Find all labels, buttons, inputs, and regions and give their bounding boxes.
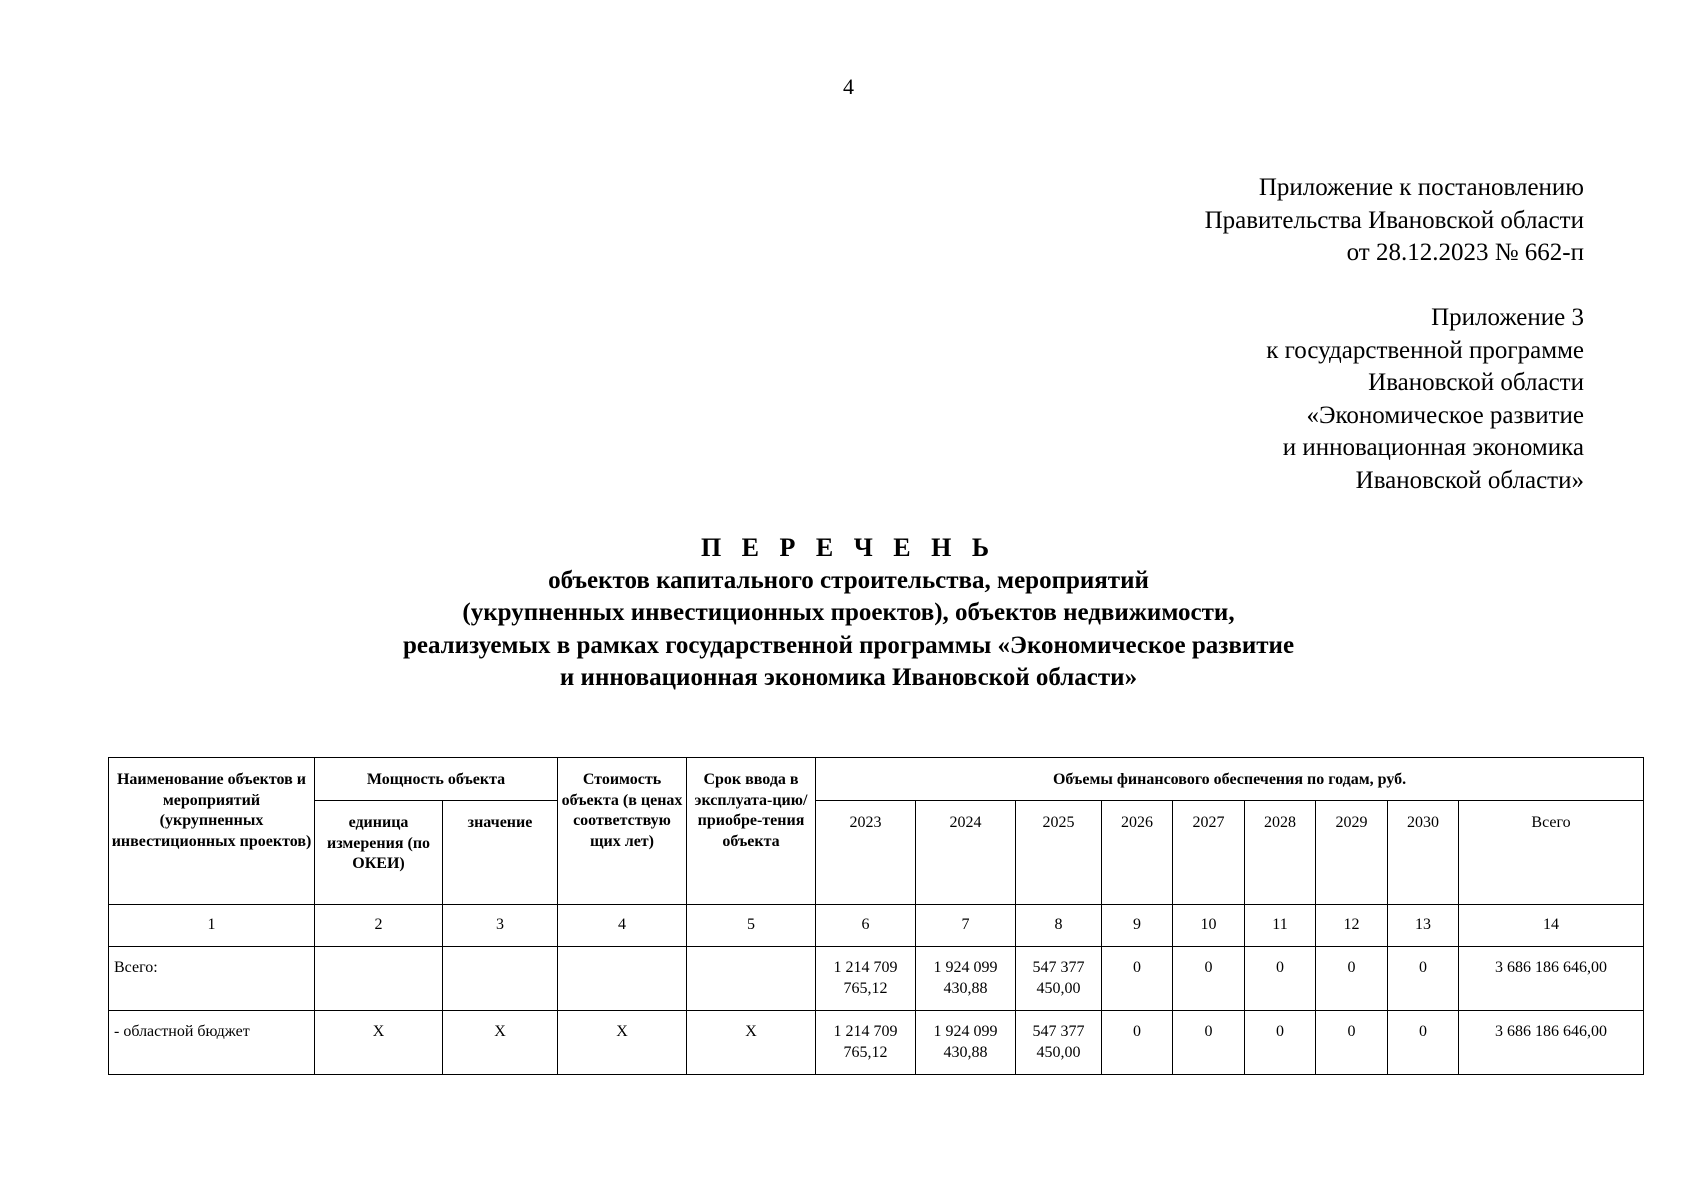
appendix-program-line: Приложение 3	[1431, 304, 1584, 331]
cell-2027: 0	[1173, 1011, 1245, 1075]
header-capacity-value: значение	[443, 801, 558, 905]
cell-2028: 0	[1245, 947, 1316, 1011]
table-row	[109, 1011, 1644, 1075]
cell-2023: 1 214 709 765,12	[816, 1011, 916, 1075]
cell-2029: 0	[1316, 947, 1388, 1011]
appendix-program-line: и инновационная экономика	[1282, 434, 1584, 461]
title-line: и инновационная экономика Ивановской области»	[559, 664, 1138, 691]
cell-total: 3 686 186 646,00	[1459, 947, 1644, 1011]
cell-2030: 0	[1388, 947, 1459, 1011]
table-header-row	[109, 758, 1644, 801]
header-year: 2023	[816, 801, 916, 905]
finance-table	[108, 757, 1644, 1075]
table-subheader-row	[109, 801, 1644, 905]
cell-unit	[315, 947, 443, 1011]
appendix-program-line: «Экономическое развитие	[1306, 401, 1584, 429]
row-label: - областной бюджет	[109, 1011, 315, 1075]
header-cost: Стоимость объекта (в ценах соответствую щих лет)	[558, 758, 687, 905]
cell-term: Х	[687, 1011, 816, 1075]
appendix-program-line: Ивановской области»	[1355, 466, 1584, 494]
column-number: 10	[1173, 905, 1245, 947]
appendix-decree-line: от 28.12.2023 № 662-п	[1346, 239, 1584, 266]
cell-2028: 0	[1245, 1011, 1316, 1075]
appendix-decree-line: Правительства Ивановской области	[1204, 206, 1584, 234]
cell-2027: 0	[1173, 947, 1245, 1011]
page-number: 4	[843, 74, 854, 99]
column-number: 8	[1016, 905, 1102, 947]
document-title	[0, 532, 1697, 695]
column-number: 9	[1102, 905, 1173, 947]
cell-cost: Х	[558, 1011, 687, 1075]
row-label: Всего:	[109, 947, 315, 1011]
title-line: объектов капитального строительства, мероприятий	[548, 566, 1149, 594]
column-number: 14	[1459, 905, 1644, 947]
header-funding: Объемы финансового обеспечения по годам, руб.	[816, 758, 1644, 801]
cell-2025: 547 377 450,00	[1016, 1011, 1102, 1075]
header-year: 2029	[1316, 801, 1388, 905]
appendix-program-block	[1266, 302, 1584, 497]
cell-2024: 1 924 099 430,88	[916, 1011, 1016, 1075]
appendix-program-line: к государственной программе	[1266, 336, 1584, 364]
cell-value	[443, 947, 558, 1011]
column-number: 4	[558, 905, 687, 947]
cell-2023: 1 214 709 765,12	[816, 947, 916, 1011]
cell-2030: 0	[1388, 1011, 1459, 1075]
cell-2029: 0	[1316, 1011, 1388, 1075]
header-year: 2028	[1245, 801, 1316, 905]
cell-cost	[558, 947, 687, 1011]
header-year: 2026	[1102, 801, 1173, 905]
appendix-program-line: Ивановской области	[1368, 369, 1584, 396]
cell-2024: 1 924 099 430,88	[916, 947, 1016, 1011]
header-year: 2030	[1388, 801, 1459, 905]
appendix-decree-block	[1205, 172, 1584, 270]
cell-term	[687, 947, 816, 1011]
column-number: 7	[916, 905, 1016, 947]
header-capacity-unit: единица измерения (по ОКЕИ)	[315, 801, 443, 905]
title-line: (укрупненных инвестиционных проектов), объектов недвижимости,	[462, 599, 1235, 626]
column-number: 13	[1388, 905, 1459, 947]
column-number: 2	[315, 905, 443, 947]
table-row	[109, 947, 1644, 1011]
title-heading: П Е Р Е Ч Е Н Ь	[700, 533, 997, 562]
header-name: Наименование объектов и мероприятий (укрупненных инвестиционных проектов)	[109, 758, 315, 905]
title-line: реализуемых в рамках государственной программы «Экономическое развитие	[402, 631, 1295, 659]
cell-2025: 547 377 450,00	[1016, 947, 1102, 1011]
cell-2026: 0	[1102, 947, 1173, 1011]
header-year: 2025	[1016, 801, 1102, 905]
header-year: 2024	[916, 801, 1016, 905]
header-total: Всего	[1459, 801, 1644, 905]
appendix-decree-line: Приложение к постановлению	[1258, 174, 1584, 201]
header-capacity: Мощность объекта	[315, 758, 558, 801]
header-year: 2027	[1173, 801, 1245, 905]
column-number: 11	[1245, 905, 1316, 947]
cell-unit: Х	[315, 1011, 443, 1075]
column-number: 1	[109, 905, 315, 947]
column-number: 6	[816, 905, 916, 947]
column-number-row	[109, 905, 1644, 947]
cell-value: Х	[443, 1011, 558, 1075]
column-number: 5	[687, 905, 816, 947]
cell-2026: 0	[1102, 1011, 1173, 1075]
column-number: 12	[1316, 905, 1388, 947]
column-number: 3	[443, 905, 558, 947]
header-term: Срок ввода в эксплуата-цию/приобре-тения объекта	[687, 758, 816, 905]
cell-total: 3 686 186 646,00	[1459, 1011, 1644, 1075]
